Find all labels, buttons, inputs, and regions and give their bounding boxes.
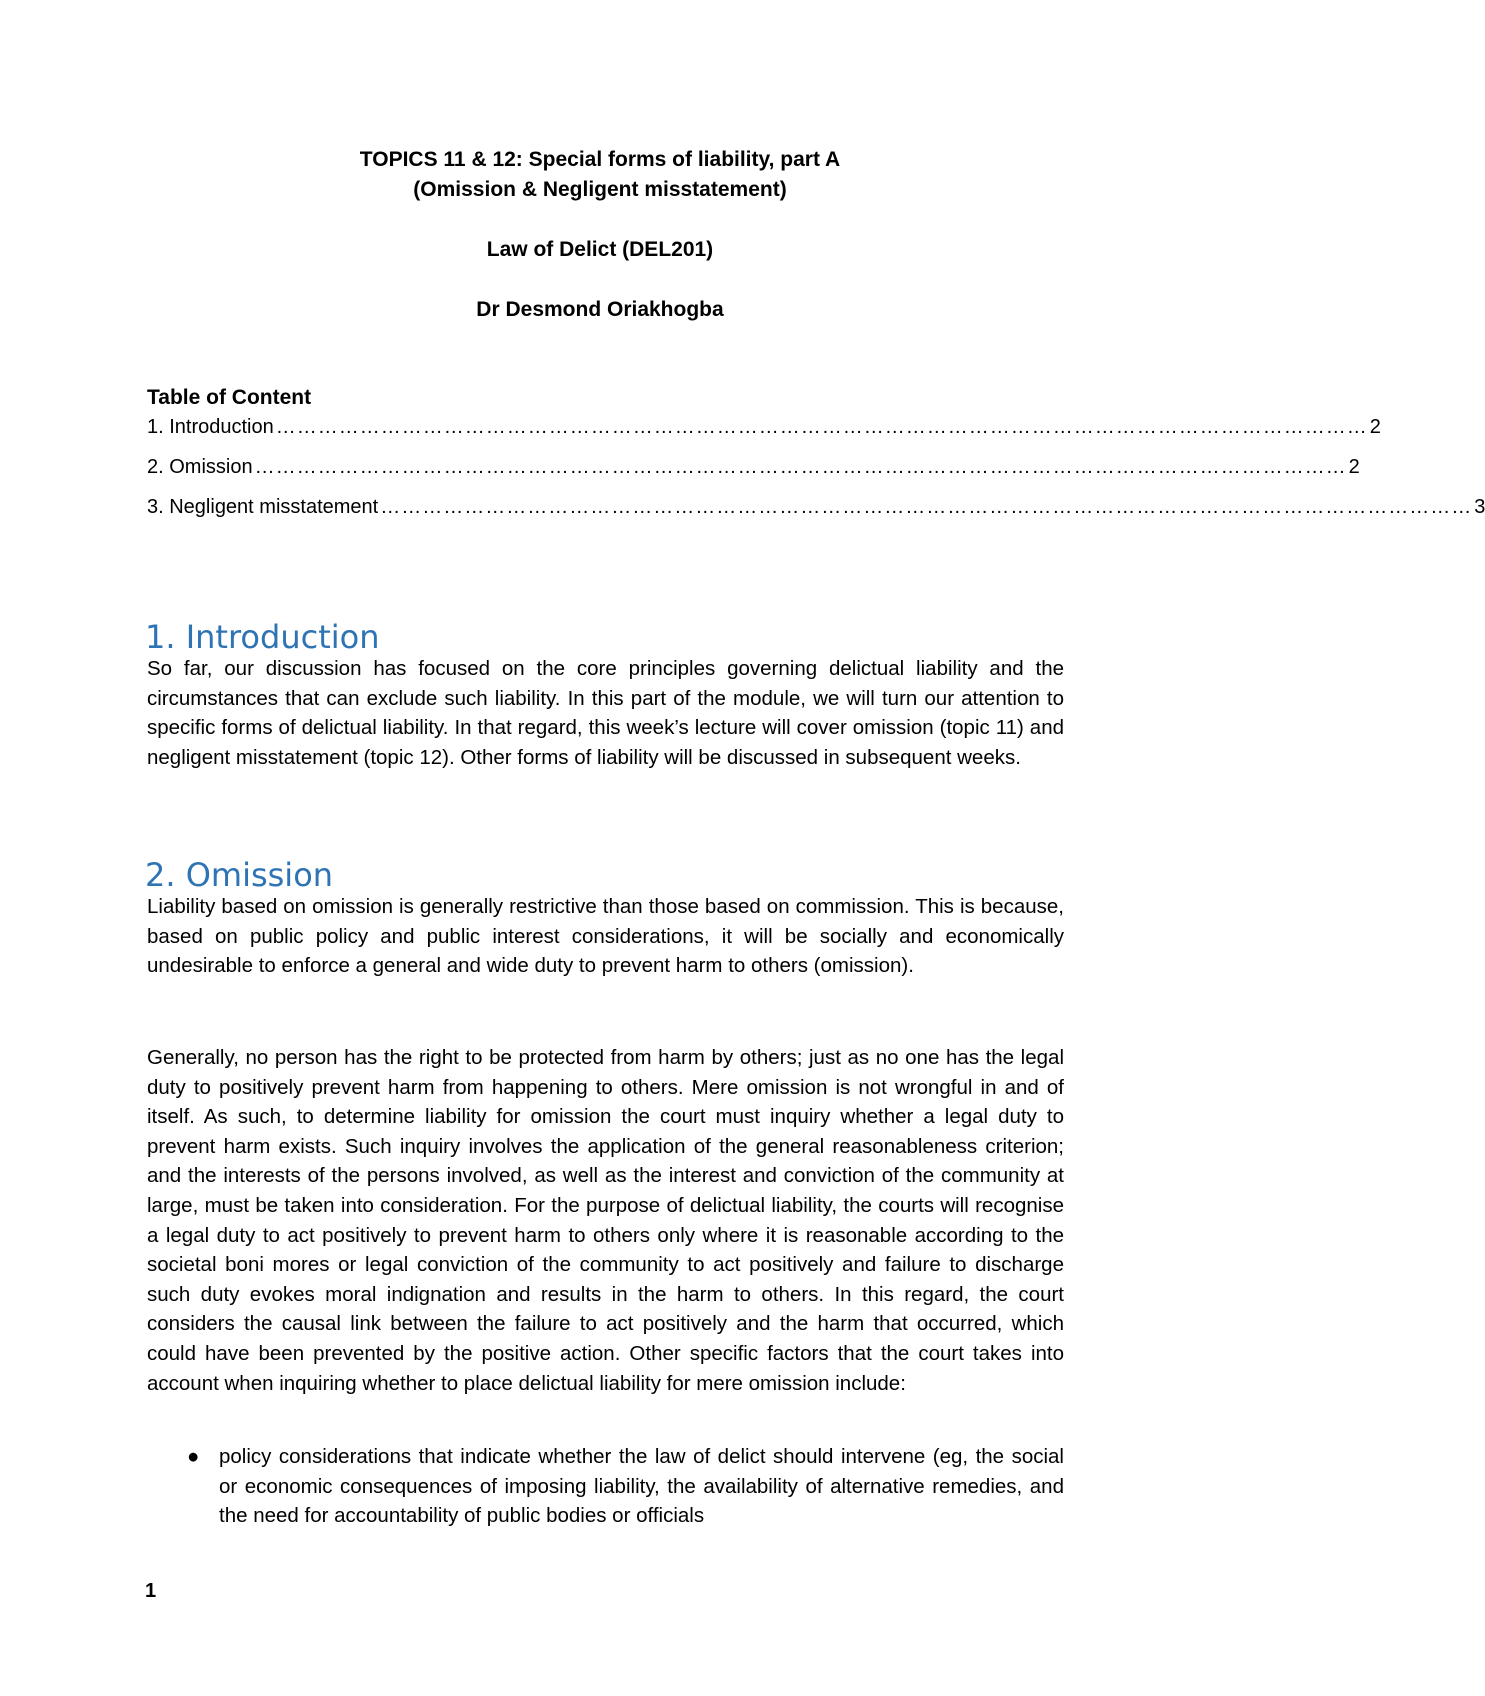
- list-item: [147, 1442, 1064, 1531]
- toc-heading: Table of Content: [147, 386, 312, 409]
- author-name: Dr Desmond Oriakhogba: [476, 298, 724, 321]
- document-title: TOPICS 11 & 12: Special forms of liability, part A: [359, 148, 841, 171]
- list-item-text: policy considerations that indicate whether the law of delict should intervene (eg, the social or economic consequences of imposing liability, the availability of alternative remedies, and the need for accountability of public bodies or officials: [219, 1445, 1064, 1528]
- toc-item-label: 3. Negligent misstatement: [147, 496, 379, 518]
- page-number: 1: [145, 1580, 157, 1602]
- toc-item-negligent-misstatement[interactable]: [147, 496, 1485, 519]
- toc-item-page: 3: [1474, 496, 1485, 518]
- toc-item-page: 2: [1348, 456, 1360, 478]
- intro-paragraph: So far, our discussion has focused on the core principles governing delictual liability and the circumstances that can exclude such liability. In this part of the module, we will turn our attention to specific forms of delictual liability. In that regard, this week’s lecture will cover omission (topic 11) and negligent misstatement (topic 12). Other forms of liability will be discussed in subsequent weeks.: [147, 657, 1064, 769]
- toc-leader-dots: …………………………………………………………………………………………………………………………………………: [275, 416, 1368, 438]
- bullet-icon: ●: [187, 1445, 200, 1468]
- course-name: Law of Delict (DEL201): [486, 238, 714, 261]
- toc-leader-dots: …………………………………………………………………………………………………………………………………………: [380, 496, 1473, 518]
- toc-item-page: 2: [1369, 416, 1381, 438]
- toc-item-introduction[interactable]: [147, 416, 1381, 439]
- omission-paragraph-1: Liability based on omission is generally restrictive than those based on commission. This is because, based on public policy and public interest considerations, it will be socially and economically undesirable to enforce a general and wide duty to prevent harm to others (omission).: [147, 895, 1064, 978]
- omission-paragraph-2: Generally, no person has the right to be protected from harm by others; just as no one has the legal duty to positively prevent harm from happening to others. Mere omission is not wrongful in and of itself. As such, to determine liability for omission the court must inquiry whether a legal duty to prevent harm exists. Such inquiry involves the application of the general reasonableness criterion; and the interests of the persons involved, as well as the interest and conviction of the community at large, must be taken into consideration. For the purpose of delictual liability, the courts will recognise a legal duty to act positively to prevent harm to others only where it is reasonable according to the societal boni mores or legal conviction of the community to act positively and failure to discharge such duty evokes moral indignation and results in the harm to others. In this regard, the court considers the causal link between the failure to act positively and the harm that occurred, which could have been prevented by the positive action. Other specific factors that the court takes into account when inquiring whether to place delictual liability for mere omission include:: [147, 1046, 1064, 1395]
- toc-item-label: 1. Introduction: [147, 416, 274, 438]
- section-heading-omission: 2. Omission: [145, 856, 334, 894]
- document-subtitle: (Omission & Negligent misstatement): [413, 178, 787, 201]
- toc-item-label: 2. Omission: [147, 456, 253, 478]
- toc-leader-dots: …………………………………………………………………………………………………………………………………………: [254, 456, 1347, 478]
- section-heading-introduction: 1. Introduction: [145, 618, 380, 656]
- toc-item-omission[interactable]: [147, 456, 1360, 479]
